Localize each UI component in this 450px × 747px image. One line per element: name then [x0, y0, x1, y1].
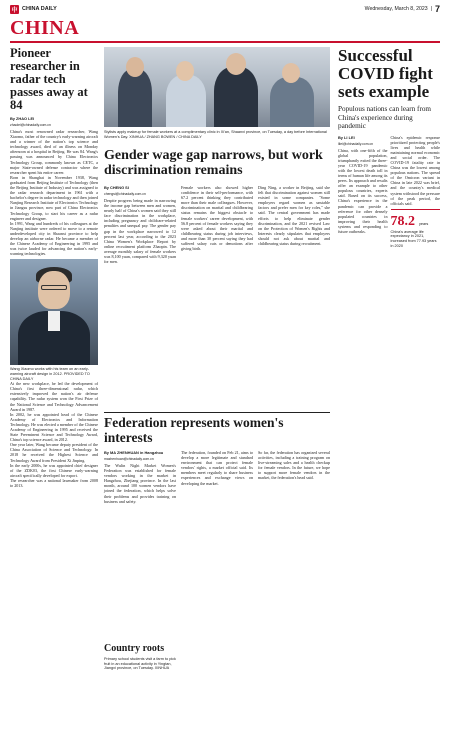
federation-col-1: The Wulin Night Market Women's Federation was established for female vendors working in the market in Hangzhou, Zhejiang province. In the last month, around 100 women vendors have joined the federation, which helps solve their problems and provides training on business and safety. [104, 463, 176, 504]
stat-description: China's average life expectancy in 2021, increased from 77.93 years in 2020 [390, 229, 437, 248]
left-body-5: In 2002, he was appointed head of the Chinese Academy of Electronics and Information Technology. He was elected a member of the Chinese Academy of Engineering in 1995 and received the State Preeminent Science and Technology Award, China's top science award, in 2012. [10, 411, 98, 443]
left-body-4: At the new workplace, he led the development of China's first three-dimensional radar, which extensively improved the nation's air defense capability. The radar system won the First Prize of the National Science and Technology Advancement Award in 1987. [10, 381, 98, 412]
date-page [365, 4, 440, 14]
federation-col-2: The federation, founded on Feb 21, aims to develop a more legitimate and standard environment that can protect female vendors' rights, a market official said. Its members meet regularly to share business experiences and exchange views on developing the market. [181, 450, 253, 486]
country-roots-title: Country roots [104, 643, 165, 654]
covid-dek: Populous nations can learn from China's experience during pandemic [338, 105, 432, 130]
gender-email: chengsi@chinadaily.com.cn [104, 192, 146, 196]
federation-col-3: So far, the federation has organized several activities, including a training program on live-streaming sales and a health checkup for female vendors. In the future, we hope to support more female vendors in the market, the federation's head said. [258, 450, 330, 481]
left-body-2: Born in Shanghai in November 1938, Wang graduated from Beijing Institute of Technology (then the Beijing Institute of Industry) and was assigned to the radar research department in 1961 with a bachelor's degree in radar technology and then joined Nanjing Research Institute of Electronics Technology in Jiangsu province, now part of China Electronics Technology Group, to start his career as a radar engineer and designer. [10, 174, 98, 221]
gender-col-3: Ding Ning, a worker in Beijing, said she felt that discrimination against women still existed in some companies. "Some employers regard women as unstable factors and prefer men for key roles," she said. The central government has made efforts to help eliminate gender discrimination, and the 2021 revised Law on the Protection of Women's Rights and Interests clearly stipulates that employers should not ask about marital and childbearing status during recruitment. [258, 185, 330, 247]
gender-col-2: Female workers also showed higher confidence in their self-performance, with 67.2 percent thinking they contributed more than their male colleagues. However, discrimination on marital and childbearing status remains the biggest obstacle to female workers' career development, with 56.8 percent of female workers saying they were asked about their marital and childbearing status during job interviews, and more than 30 percent saying they had suffered salary cuts or demotions after giving birth. [181, 185, 253, 252]
covid-email: lilei@chinadaily.com.cn [338, 141, 374, 146]
left-body-1: China's most renowned radar researcher, Wang Xiaomo, father of the country's early-warning aircraft and a winner of the nation's top science and technology award, died of an illness on Monday afternoon at a hospital in Beijing. He was 84. Wang's passing was announced by China Electronics Technology Group, commonly known as CETC, a major State-owned defense contractor where the researcher spent his entire career. [10, 129, 98, 175]
gender-byline: By CHENG SI [104, 185, 129, 190]
covid-col-1: China, with one-fifth of the global population, triumphantly exited the three-year COVID-19 pandemic with the lowest death toll in terms of human life among its peers. Its approach and results offer an example to other populous countries, experts said. Based on its success, China's experience in the pandemic can provide a reference for other densely populated countries in improving their health systems and responding to future outbreaks. [338, 147, 388, 234]
section-title: CHINA [10, 17, 80, 39]
gender-article [104, 185, 330, 264]
brand-name: CHINA DAILY [22, 6, 57, 12]
masthead-bar [10, 2, 440, 16]
federation-headline: Federation represents women's interests [104, 415, 284, 445]
right-article [338, 47, 440, 248]
left-body-8: The researcher was a national lawmaker from 2008 to 2013. [10, 477, 98, 488]
left-byline: By ZHAO LEI [10, 116, 35, 121]
section-rule [10, 41, 440, 43]
page-number: 7 [434, 4, 440, 14]
federation-email: mazhenhuan@chinadaily.com.cn [104, 457, 154, 461]
left-body-6: One year later, Wang became deputy president of the China Association of Science and Technology. In 2018 he received the Highest Science and Technology Award from President Xi Jinping. [10, 442, 98, 463]
portrait-caption: Wang Xiaomo works with his team on an early-warning aircraft design in 2012. PROVIDED TO CHINA DAILY [10, 367, 90, 381]
left-article [10, 47, 98, 488]
covid-headline: Successful COVID fight sets example [338, 46, 433, 101]
covid-col-2: China's epidemic response prioritized protecting people's lives and health while maintaining normal economic and social order. The COVID-19 fatality rate in China was the lowest among populous nations. The spread of the Omicron variant in China in late 2022 was brief, and the country's medical system withstood the pressure of the peak period, the officials said. [390, 134, 440, 206]
life-expectancy-stat [391, 209, 441, 248]
portrait-photo [10, 259, 98, 365]
gender-headline: Gender wage gap narrows, but work discrimination remains [104, 148, 323, 178]
issue-date: Wednesday, March 8, 2023 [364, 6, 428, 12]
gender-col-1: Despite progress being made in narrowing the income gap between men and women, nearly half of China's women said they still face discrimination in the workplace, including pregnancy and childcare-related penalties and unequal pay. The gender pay gap in the workplace narrowed to 12 percent last year, according to the 2023 China Women's Workplace Report by online recruitment platform Zhaopin. The average monthly salary of female workers was 8,100 yuan, compared with 9,320 yuan for men. [104, 198, 176, 265]
covid-byline: By LI LEI [338, 134, 355, 140]
federation-rule [104, 412, 330, 413]
federation-article [104, 450, 330, 504]
left-body-3: In 1991, Wang and hundreds of his colleagues at the Nanjing institute were ordered to move to a remote underdeveloped city in Shaanxi province to help develop an airborne radar. He became a member of the Chinese Academy of Engineering in 1995 and was twice lauded for advancing the nation's early-warning technologies. [10, 220, 98, 257]
left-headline: Pioneer researcher in radar tech passes away at 84 [10, 46, 88, 112]
makeup-photo-caption: Stylists apply makeup for female workers at a complimentary clinic in Xi'an, Shaanxi province, on Tuesday, a day before International Women's Day. XINHUA / ZHANG BOWEN / CHINA DAILY [104, 130, 327, 139]
country-roots-caption: Primary school students visit a farm to pick fruit in an educational activity in Yingtan, Jiangxi province, on Tuesday. XINHUA [104, 657, 176, 671]
makeup-photo [104, 47, 330, 127]
brand-logo: 中 [10, 5, 19, 14]
stat-unit: years [419, 221, 429, 226]
left-body-7: In the early 2000s, he was appointed chief designer of the ZDK03, the first Chinese early-warning aircraft specifically developed for export. [10, 462, 98, 478]
separator: | [430, 6, 432, 12]
brand [10, 5, 57, 14]
country-roots-box [104, 643, 176, 671]
federation-byline: By MA ZHENHUAN in Hangzhou [104, 450, 164, 455]
stat-value: 78.2 [390, 213, 415, 229]
left-email: zhaolei@chinadaily.com.cn [10, 123, 51, 127]
